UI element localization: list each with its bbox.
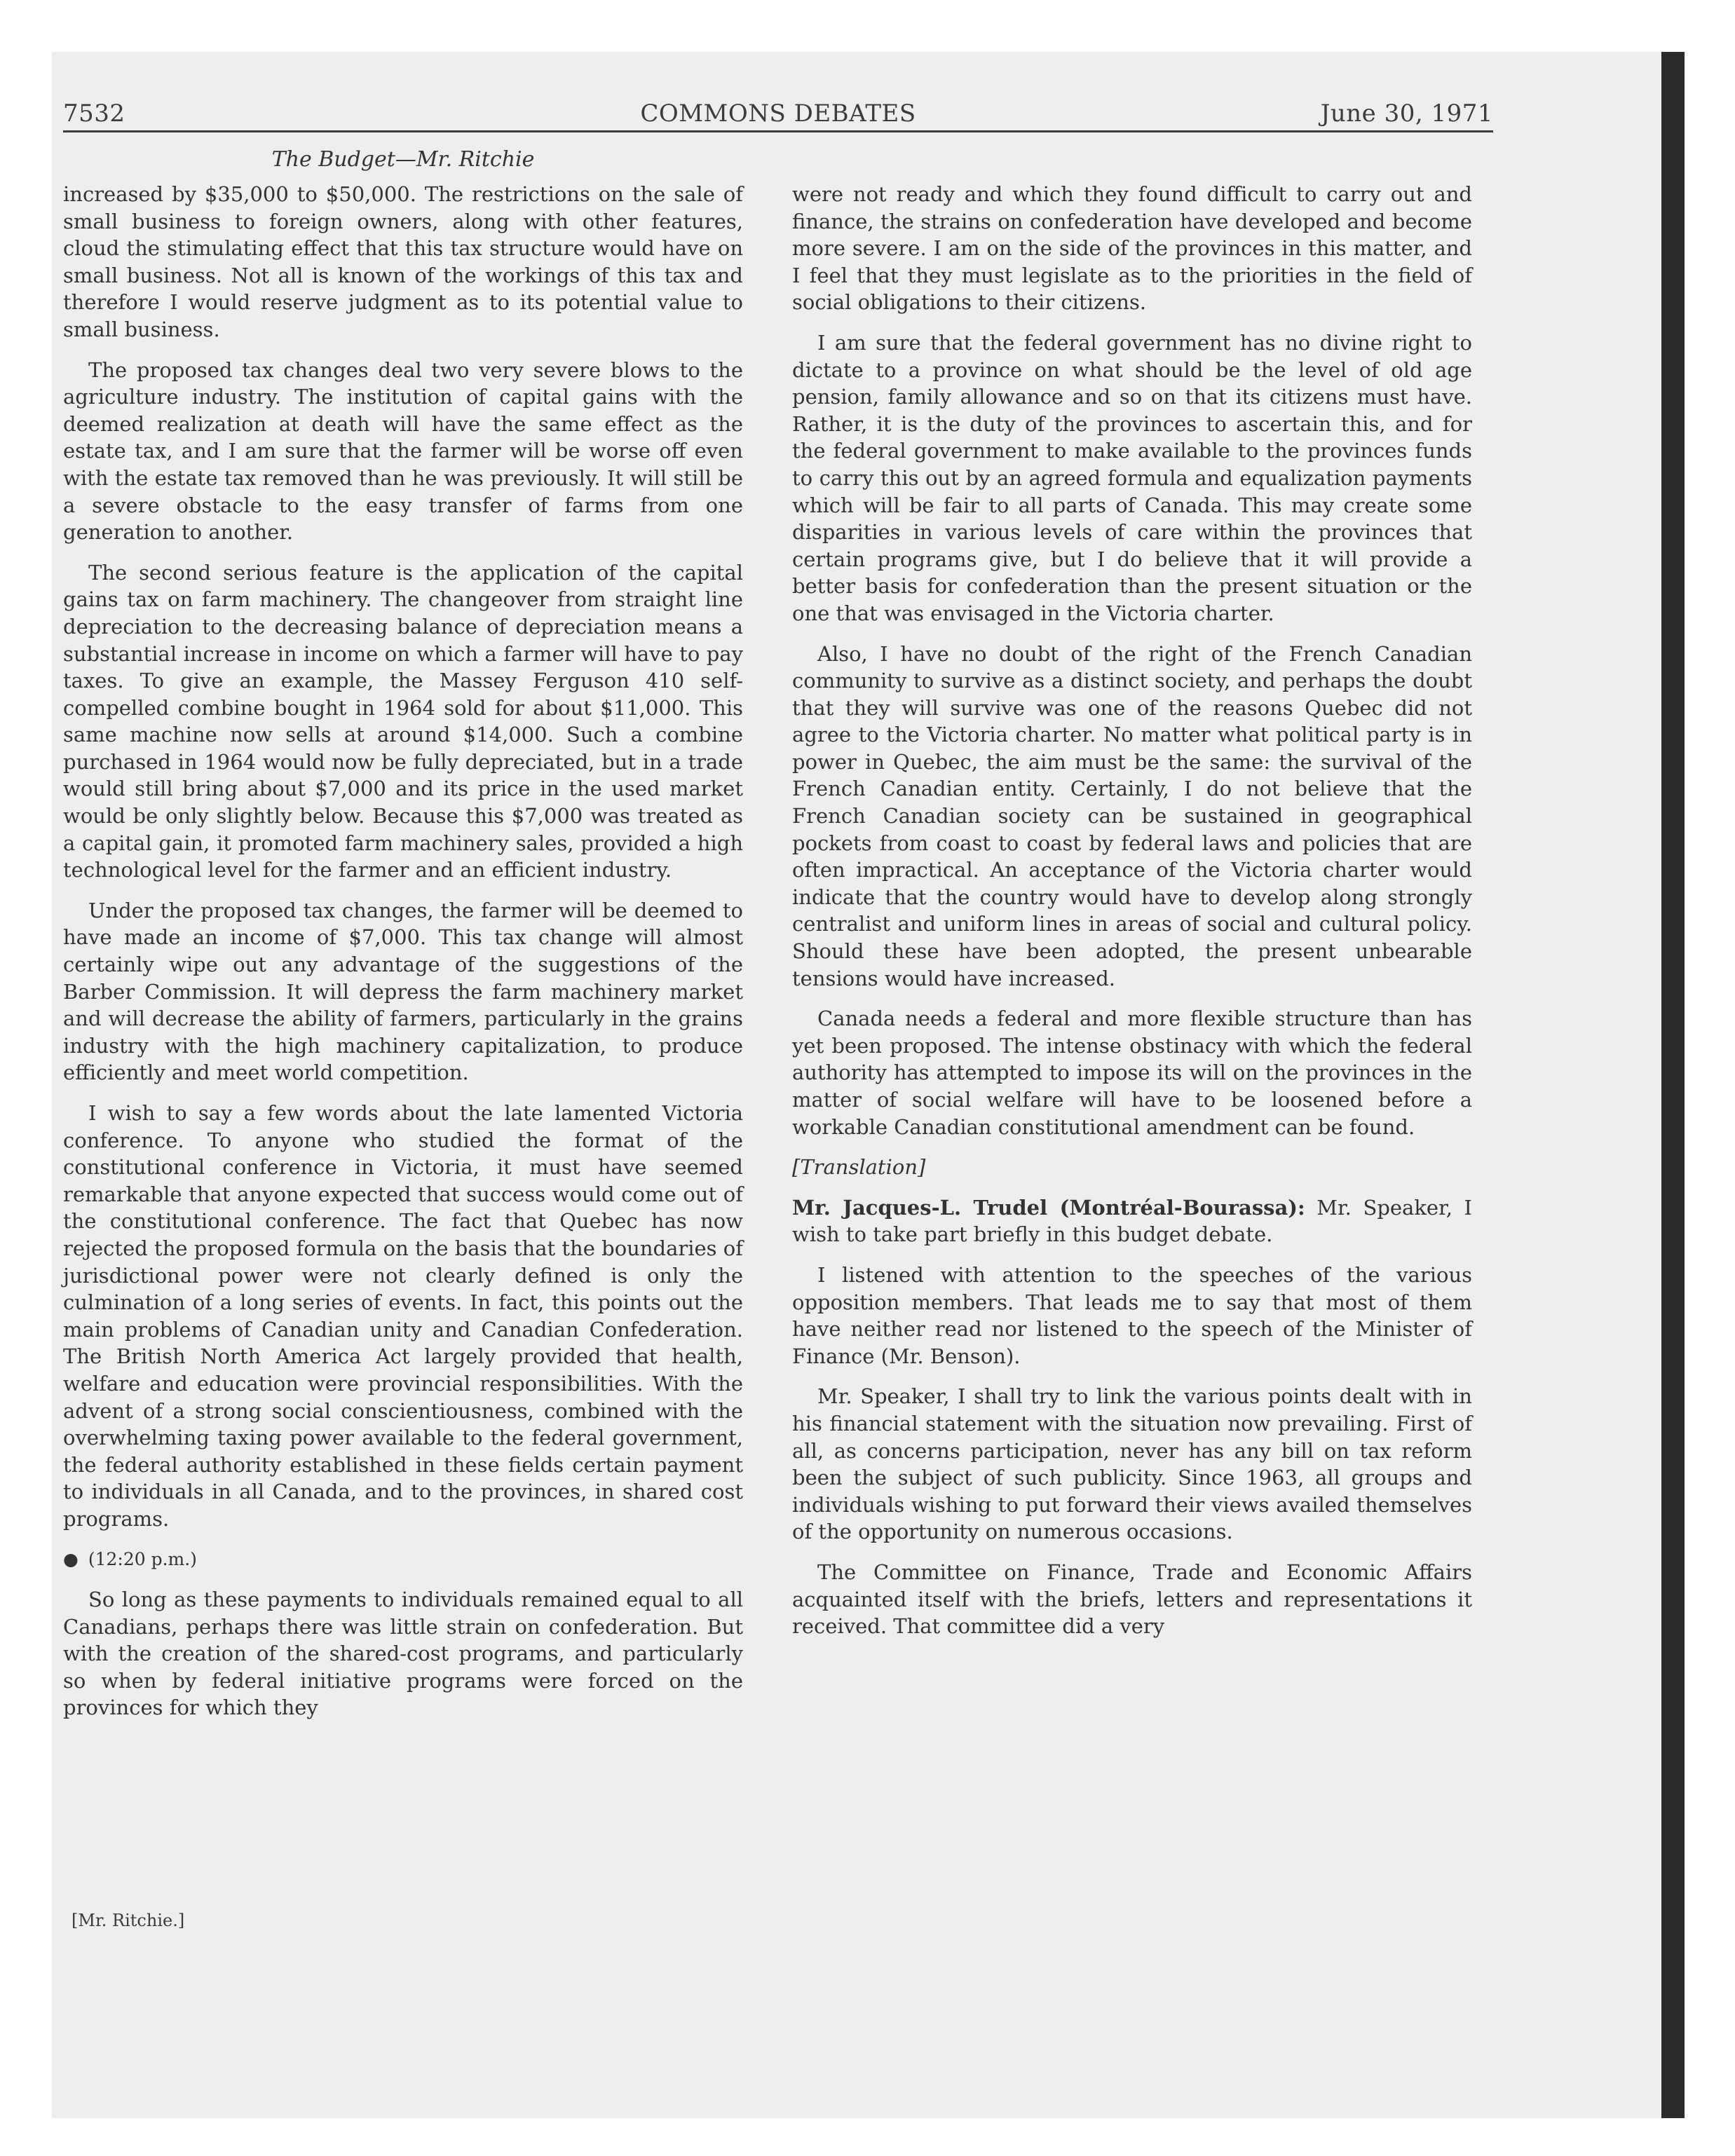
translation-label: [Translation] [792, 1155, 926, 1180]
time-marker [63, 1546, 743, 1574]
paragraph: increased by $35,000 to $50,000. The restrictions on the sale of small business to foreign owners, along with other features, cloud the stimulating effect that this tax structure would have on small business. Not all is known of the workings of this tax and therefore I would reserve judgment as to its potential value to small business. [63, 182, 743, 341]
paragraph: I am sure that the federal government has no divine right to dictate to a province on what should be the level of old age pension, family allowance and so on that its citizens must have. Rather, it is the duty of the provinces to ascertain this, and for the federal government to make available to the provinces funds to carry this out by an agreed formula and equalization payments which will be fair to all parts of Canada. This may create some disparities in various levels of care within the provinces that certain programs give, but I do believe that it will provide a better basis for confederation than the present situation or the one that was envisaged in the Victoria charter. [792, 330, 1472, 625]
page-header [63, 91, 1493, 132]
translation-tag [792, 1154, 1472, 1181]
page-number: 7532 [63, 100, 125, 128]
paragraph: So long as these payments to individuals remained equal to all Canadians, perhaps there was little strain on confederation. But with the creation of the shared-cost programs, and particularly so when by federal initiative programs were forced on the provinces for which they [63, 1588, 743, 1720]
paragraph: I listened with attention to the speeches of the various opposition members. That leads me to say that most of them have neither read nor listened to the speech of the Minister of Finance (Mr. Benson). [792, 1262, 1472, 1368]
left-column [63, 181, 743, 1735]
paragraph: Under the proposed tax changes, the farmer will be deemed to have made an income of $7,000. This tax change will almost certainly wipe out any advantage of the suggestions of the Barber Commission. It will depress the farm machinery market and will decrease the ability of farmers, particularly in the grains industry with the high machinery capitalization, to produce efficiently and meet world competition. [63, 898, 743, 1085]
publication-date: June 30, 1971 [1320, 100, 1493, 128]
paragraph: I wish to say a few words about the late lamented Victoria conference. To anyone who studied the format of the constitutional conference in Victoria, it must have seemed remarkable that anyone expected that success would come out of the constitutional conference. The fact that Quebec has now rejected the proposed formula on the basis that the boundaries of jurisdictional power were not clearly defined is only the culmination of a long series of events. In fact, this points out the main problems of Canadian unity and Canadian Confederation. The British North America Act largely provided that health, welfare and education were provincial responsibilities. With the advent of a strong social conscientiousness, combined with the overwhelming taxing power available to the federal government, the federal authority established in these fields certain payment to individuals in all Canada, and to the provinces, in shared cost programs. [63, 1101, 743, 1531]
paragraph: Canada needs a federal and more flexible structure than has yet been proposed. The intense obstinacy with which the federal authority has attempted to impose its will on the provinces in the matter of social welfare will have to be loosened before a workable Canadian constitutional amendment can be found. [792, 1007, 1472, 1139]
time-stamp: (12:20 p.m.) [88, 1548, 197, 1569]
paragraph: Mr. Speaker, I shall try to link the various points dealt with in his financial statement with the situation now prevailing. First of all, as concerns participation, never has any bill on tax reform been the subject of such publicity. Since 1963, all groups and individuals wishing to put forward their views availed themselves of the opportunity on numerous occasions. [792, 1384, 1472, 1544]
publication-title: COMMONS DEBATES [640, 100, 916, 128]
paragraph: Also, I have no doubt of the right of the French Canadian community to survive as a distinct society, and perhaps the doubt that they will survive was one of the reasons Quebec did not agree to the Victoria charter. No matter what political party is in power in Quebec, the aim must be the same: the survival of the French Canadian entity. Certainly, I do not believe that the French Canadian society can be sustained in geographical pockets from coast to coast by federal laws and policies that are often impractical. An acceptance of the Victoria charter would indicate that the country would have to develop along strongly centralist and uniform lines in areas of social and cultural policy. Should these have been adopted, the present unbearable tensions would have increased. [792, 641, 1472, 990]
right-column [792, 181, 1472, 1653]
speech-opening [792, 1194, 1472, 1248]
speech-text: Mr. Speaker, I wish to take part briefly in this budget debate. [792, 1195, 1473, 1247]
paragraph: were not ready and which they found difficult to carry out and finance, the strains on confederation have developed and become more severe. I am on the side of the provinces in this matter, and I feel that they must legislate as to the priorities in the field of social obligations to their citizens. [792, 182, 1472, 315]
paragraph: The second serious feature is the application of the capital gains tax on farm machinery. The changeover from straight line depreciation to the decreasing balance of depreciation means a substantial increase in income on which a farmer will have to pay taxes. To give an example, the Massey Ferguson 410 self-compelled combine bought in 1964 sold for about $11,000. This same machine now sells at around $14,000. Such a combine purchased in 1964 would now be fully depreciated, but in a trade would still bring about $7,000 and its price in the used market would be only slightly below. Because this $7,000 was treated as a capital gain, it promoted farm machinery sales, provided a high technological level for the farmer and an efficient industry. [63, 560, 743, 882]
paragraph: The Committee on Finance, Trade and Economic Affairs acquainted itself with the briefs, letters and representations it received. That committee did a very [792, 1560, 1472, 1639]
bullet-icon: ● [63, 1548, 79, 1569]
running-title: The Budget—Mr. Ritchie [271, 147, 535, 172]
speaker-name: Mr. Jacques-L. Trudel (Montréal-Bourassa): [792, 1195, 1305, 1220]
scan-edge-shadow [1661, 52, 1685, 2118]
footer-speaker-note: [Mr. Ritchie.] [72, 1911, 185, 1930]
paragraph: The proposed tax changes deal two very severe blows to the agriculture industry. The institution of capital gains with the deemed realization at death will have the same effect as the estate tax, and I am sure that the farmer will be worse off even with the estate tax removed than he was previously. It will still be a severe obstacle to the easy transfer of farms from one generation to another. [63, 357, 743, 545]
